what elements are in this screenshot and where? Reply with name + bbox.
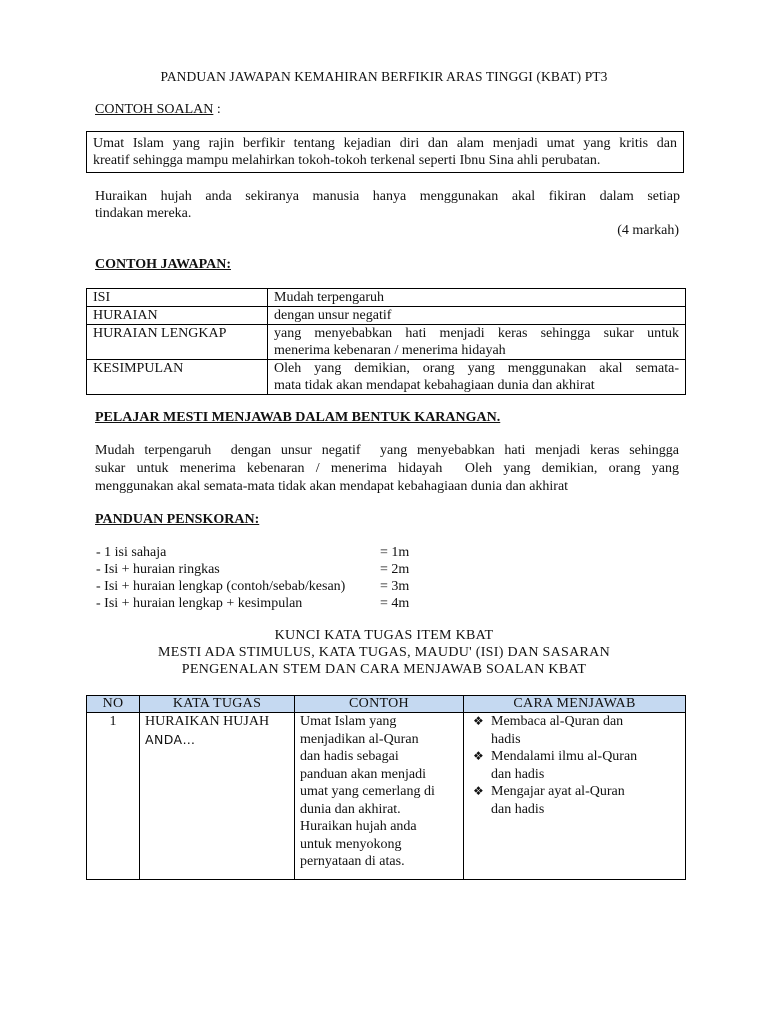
list-item [469, 748, 680, 783]
contoh-line: umat yang cemerlang di [300, 784, 435, 799]
table-row [87, 713, 686, 880]
list-item [469, 783, 680, 818]
contoh-line: dunia dan akhirat. [300, 801, 401, 817]
score-row [96, 561, 426, 578]
contoh-line: untuk menyokong [300, 836, 402, 852]
karangan-label: PELAJAR MESTI MENJAWAB DALAM BENTUK KARANGAN. [95, 410, 501, 425]
header-contoh: CONTOH [295, 696, 464, 713]
contoh-jawapan-heading [95, 256, 231, 273]
contoh-line: menjadikan al-Quran [300, 731, 419, 747]
header-no: NO [87, 696, 140, 713]
question-line-2: tindakan mereka. [95, 206, 192, 221]
score-label: - Isi + huraian lengkap + kesimpulan [96, 596, 303, 611]
score-value: = 2m [380, 562, 410, 577]
score-row [96, 595, 426, 612]
kata-tugas-line-2: ANDA… [145, 731, 196, 747]
penskoran-heading [95, 511, 259, 528]
diamond-bullet-icon: ❖ [473, 749, 484, 763]
diamond-bullet-icon: ❖ [473, 784, 484, 798]
contoh-soalan-heading [95, 101, 221, 118]
row-text-line-1: Oleh yang demikian, orang yang menggunakan akal semata- [274, 361, 679, 376]
kunci-heading-line-2: MESTI ADA STIMULUS, KATA TUGAS, MAUDU' (ISI) DAN SASARAN [158, 645, 610, 660]
cell-no: 1 [87, 713, 140, 880]
table-row [87, 325, 686, 360]
cell-contoh [295, 713, 464, 880]
cara-line-1: Membaca al-Quran dan [491, 714, 624, 729]
karangan-line-1: Mudah terpengaruh dengan unsur negatif yang menyebabkan hati menjadi keras sehingga [95, 443, 679, 458]
row-text-line-2: menerima kebenaran / menerima hidayah [274, 343, 506, 358]
row-text: dengan unsur negatif [268, 307, 686, 325]
header-kata-tugas: KATA TUGAS [140, 696, 295, 713]
cell-kata-tugas [140, 713, 295, 880]
score-row [96, 544, 426, 561]
list-item [469, 713, 680, 748]
score-value: = 1m [380, 545, 410, 560]
header-cara-menjawab: CARA MENJAWAB [464, 696, 686, 713]
contoh-line: pernyataan di atas. [300, 854, 405, 869]
karangan-line-2: sukar untuk menerima kebenaran / menerima hidayah Oleh yang demikian, orang yang [95, 461, 679, 476]
marks-label: (4 markah) [617, 223, 679, 238]
contoh-jawapan-label: CONTOH JAWAPAN: [95, 257, 231, 272]
contoh-line: dan hadis sebagai [300, 749, 399, 764]
row-text [268, 325, 686, 360]
stimulus-line-2: kreatif sehingga mampu melahirkan tokoh-tokoh terkenal seperti Ibnu Sina ahli perubatan. [93, 153, 601, 168]
row-label: HURAIAN [87, 307, 268, 325]
cara-list [469, 713, 680, 818]
table-row [87, 307, 686, 325]
row-label: HURAIAN LENGKAP [87, 325, 268, 360]
diamond-bullet-icon: ❖ [473, 714, 484, 728]
stimulus-box [86, 131, 684, 173]
karangan-heading [95, 409, 500, 426]
karangan-line-3: menggunakan akal semata-mata tidak akan mendapat kebahagiaan dunia dan akhirat [95, 479, 569, 494]
question-text [95, 188, 680, 222]
karangan-paragraph [95, 442, 679, 496]
score-value: = 3m [380, 579, 410, 594]
row-label: KESIMPULAN [87, 360, 268, 395]
contoh-soalan-label: CONTOH SOALAN [95, 102, 214, 117]
score-label: - Isi + huraian ringkas [96, 562, 220, 577]
stimulus-line-1: Umat Islam yang rajin berfikir tentang kejadian diri dan alam menjadi umat yang kritis dan [93, 136, 677, 151]
cara-line-2: dan hadis [491, 766, 545, 782]
question-line-1: Huraikan hujah anda sekiranya manusia hanya menggunakan akal fikiran dalam setiap [95, 189, 680, 204]
contoh-line: panduan akan menjadi [300, 766, 426, 782]
score-row [96, 578, 426, 595]
kbat-table [86, 695, 686, 880]
answer-structure-table [86, 288, 686, 395]
table-header-row [87, 696, 686, 713]
row-text [268, 360, 686, 395]
kata-tugas-line-1: HURAIKAN HUJAH [145, 714, 270, 729]
cara-line-1: Mengajar ayat al-Quran [491, 784, 625, 799]
row-text-line-2: mata tidak akan mendapat kebahagiaan dunia dan akhirat [274, 378, 595, 393]
score-label: - Isi + huraian lengkap (contoh/sebab/kesan) [96, 579, 346, 594]
kunci-heading-line-3: PENGENALAN STEM DAN CARA MENJAWAB SOALAN KBAT [181, 662, 587, 677]
row-text-line-1: yang menyebabkan hati menjadi keras sehingga sukar untuk [274, 326, 679, 341]
score-value: = 4m [380, 596, 410, 611]
table-row [87, 360, 686, 395]
cara-line-2: dan hadis [491, 801, 545, 817]
cara-line-1: Mendalami ilmu al-Quran [491, 749, 638, 764]
penskoran-label: PANDUAN PENSKORAN: [95, 512, 260, 527]
score-label: - 1 isi sahaja [96, 545, 167, 560]
cell-cara-menjawab [464, 713, 686, 880]
row-text: Mudah terpengaruh [268, 289, 686, 307]
table-row [87, 289, 686, 307]
kunci-heading-line-1: KUNCI KATA TUGAS ITEM KBAT [274, 628, 494, 643]
page-title: PANDUAN JAWAPAN KEMAHIRAN BERFIKIR ARAS TINGGI (KBAT) PT3 [160, 69, 608, 84]
row-label: ISI [87, 289, 268, 307]
contoh-line: Huraikan hujah anda [300, 819, 417, 834]
cara-line-2: hadis [491, 731, 521, 747]
contoh-soalan-suffix: : [213, 102, 221, 117]
contoh-line: Umat Islam yang [300, 714, 397, 729]
